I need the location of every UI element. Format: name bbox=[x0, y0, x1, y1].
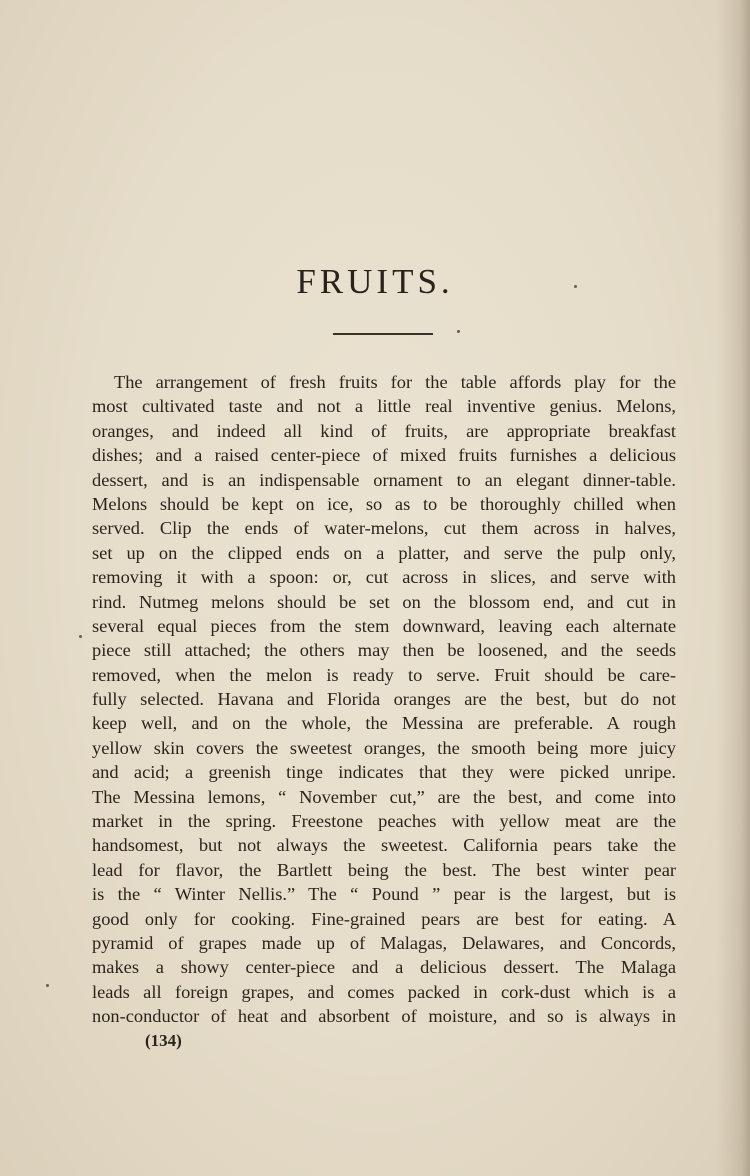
text-line: yellow skin covers the sweetest oranges, the smooth being more juicy bbox=[92, 737, 676, 758]
paper-speck bbox=[574, 285, 577, 288]
text-line: handsomest, but not always the sweetest. California pears take the bbox=[92, 835, 676, 856]
text-line: leads all foreign grapes, and comes packed in cork-dust which is a bbox=[92, 981, 676, 1002]
text-line: fully selected. Havana and Florida oranges are the best, but do not bbox=[92, 689, 676, 710]
paper-speck bbox=[457, 330, 460, 333]
text-line: lead for flavor, the Bartlett being the best. The best winter pear bbox=[92, 859, 676, 880]
text-line: good only for cooking. Fine-grained pears are best for eating. A bbox=[92, 908, 676, 929]
text-line: several equal pieces from the stem downward, leaving each alternate bbox=[92, 615, 676, 636]
text-line: most cultivated taste and not a little real inventive genius. Melons, bbox=[92, 396, 676, 417]
text-line: pyramid of grapes made up of Malagas, Delawares, and Concords, bbox=[92, 932, 676, 953]
text-line: served. Clip the ends of water-melons, cut them across in halves, bbox=[92, 518, 676, 539]
text-line: makes a showy center-piece and a delicious dessert. The Malaga bbox=[92, 957, 676, 978]
text-line: rind. Nutmeg melons should be set on the blossom end, and cut in bbox=[92, 591, 676, 612]
page-edge-shadow bbox=[716, 0, 750, 1176]
chapter-title: FRUITS. bbox=[296, 262, 454, 301]
page-number: (134) bbox=[145, 1031, 182, 1050]
text-line: keep well, and on the whole, the Messina are preferable. A rough bbox=[92, 713, 676, 734]
text-line: non-conductor of heat and absorbent of moisture, and so is always in bbox=[92, 1006, 676, 1027]
text-line: set up on the clipped ends on a platter, and serve the pulp only, bbox=[92, 542, 676, 563]
text-line: dessert, and is an indispensable ornament to an elegant dinner-table. bbox=[92, 469, 676, 490]
text-line: is the “ Winter Nellis.” The “ Pound ” pear is the largest, but is bbox=[92, 884, 676, 905]
text-line: oranges, and indeed all kind of fruits, are appropriate breakfast bbox=[92, 420, 676, 441]
paper-speck bbox=[46, 984, 49, 987]
title-divider bbox=[333, 333, 433, 335]
text-line: piece still attached; the others may then be loosened, and the seeds bbox=[92, 640, 676, 661]
text-line: The Messina lemons, “ November cut,” are the best, and come into bbox=[92, 786, 676, 807]
text-line: removed, when the melon is ready to serve. Fruit should be care- bbox=[92, 664, 676, 685]
text-line: The arrangement of fresh fruits for the table affords play for the bbox=[114, 372, 676, 392]
text-line: and acid; a greenish tinge indicates that they were picked unripe. bbox=[92, 762, 676, 783]
paper-speck bbox=[79, 635, 82, 638]
text-line: Melons should be kept on ice, so as to be thoroughly chilled when bbox=[92, 493, 676, 514]
text-line: removing it with a spoon: or, cut across in slices, and serve with bbox=[92, 567, 676, 588]
text-line: dishes; and a raised center-piece of mixed fruits furnishes a delicious bbox=[92, 445, 676, 466]
body-paragraph bbox=[92, 370, 676, 1029]
text-line: market in the spring. Freestone peaches with yellow meat are the bbox=[92, 811, 676, 832]
